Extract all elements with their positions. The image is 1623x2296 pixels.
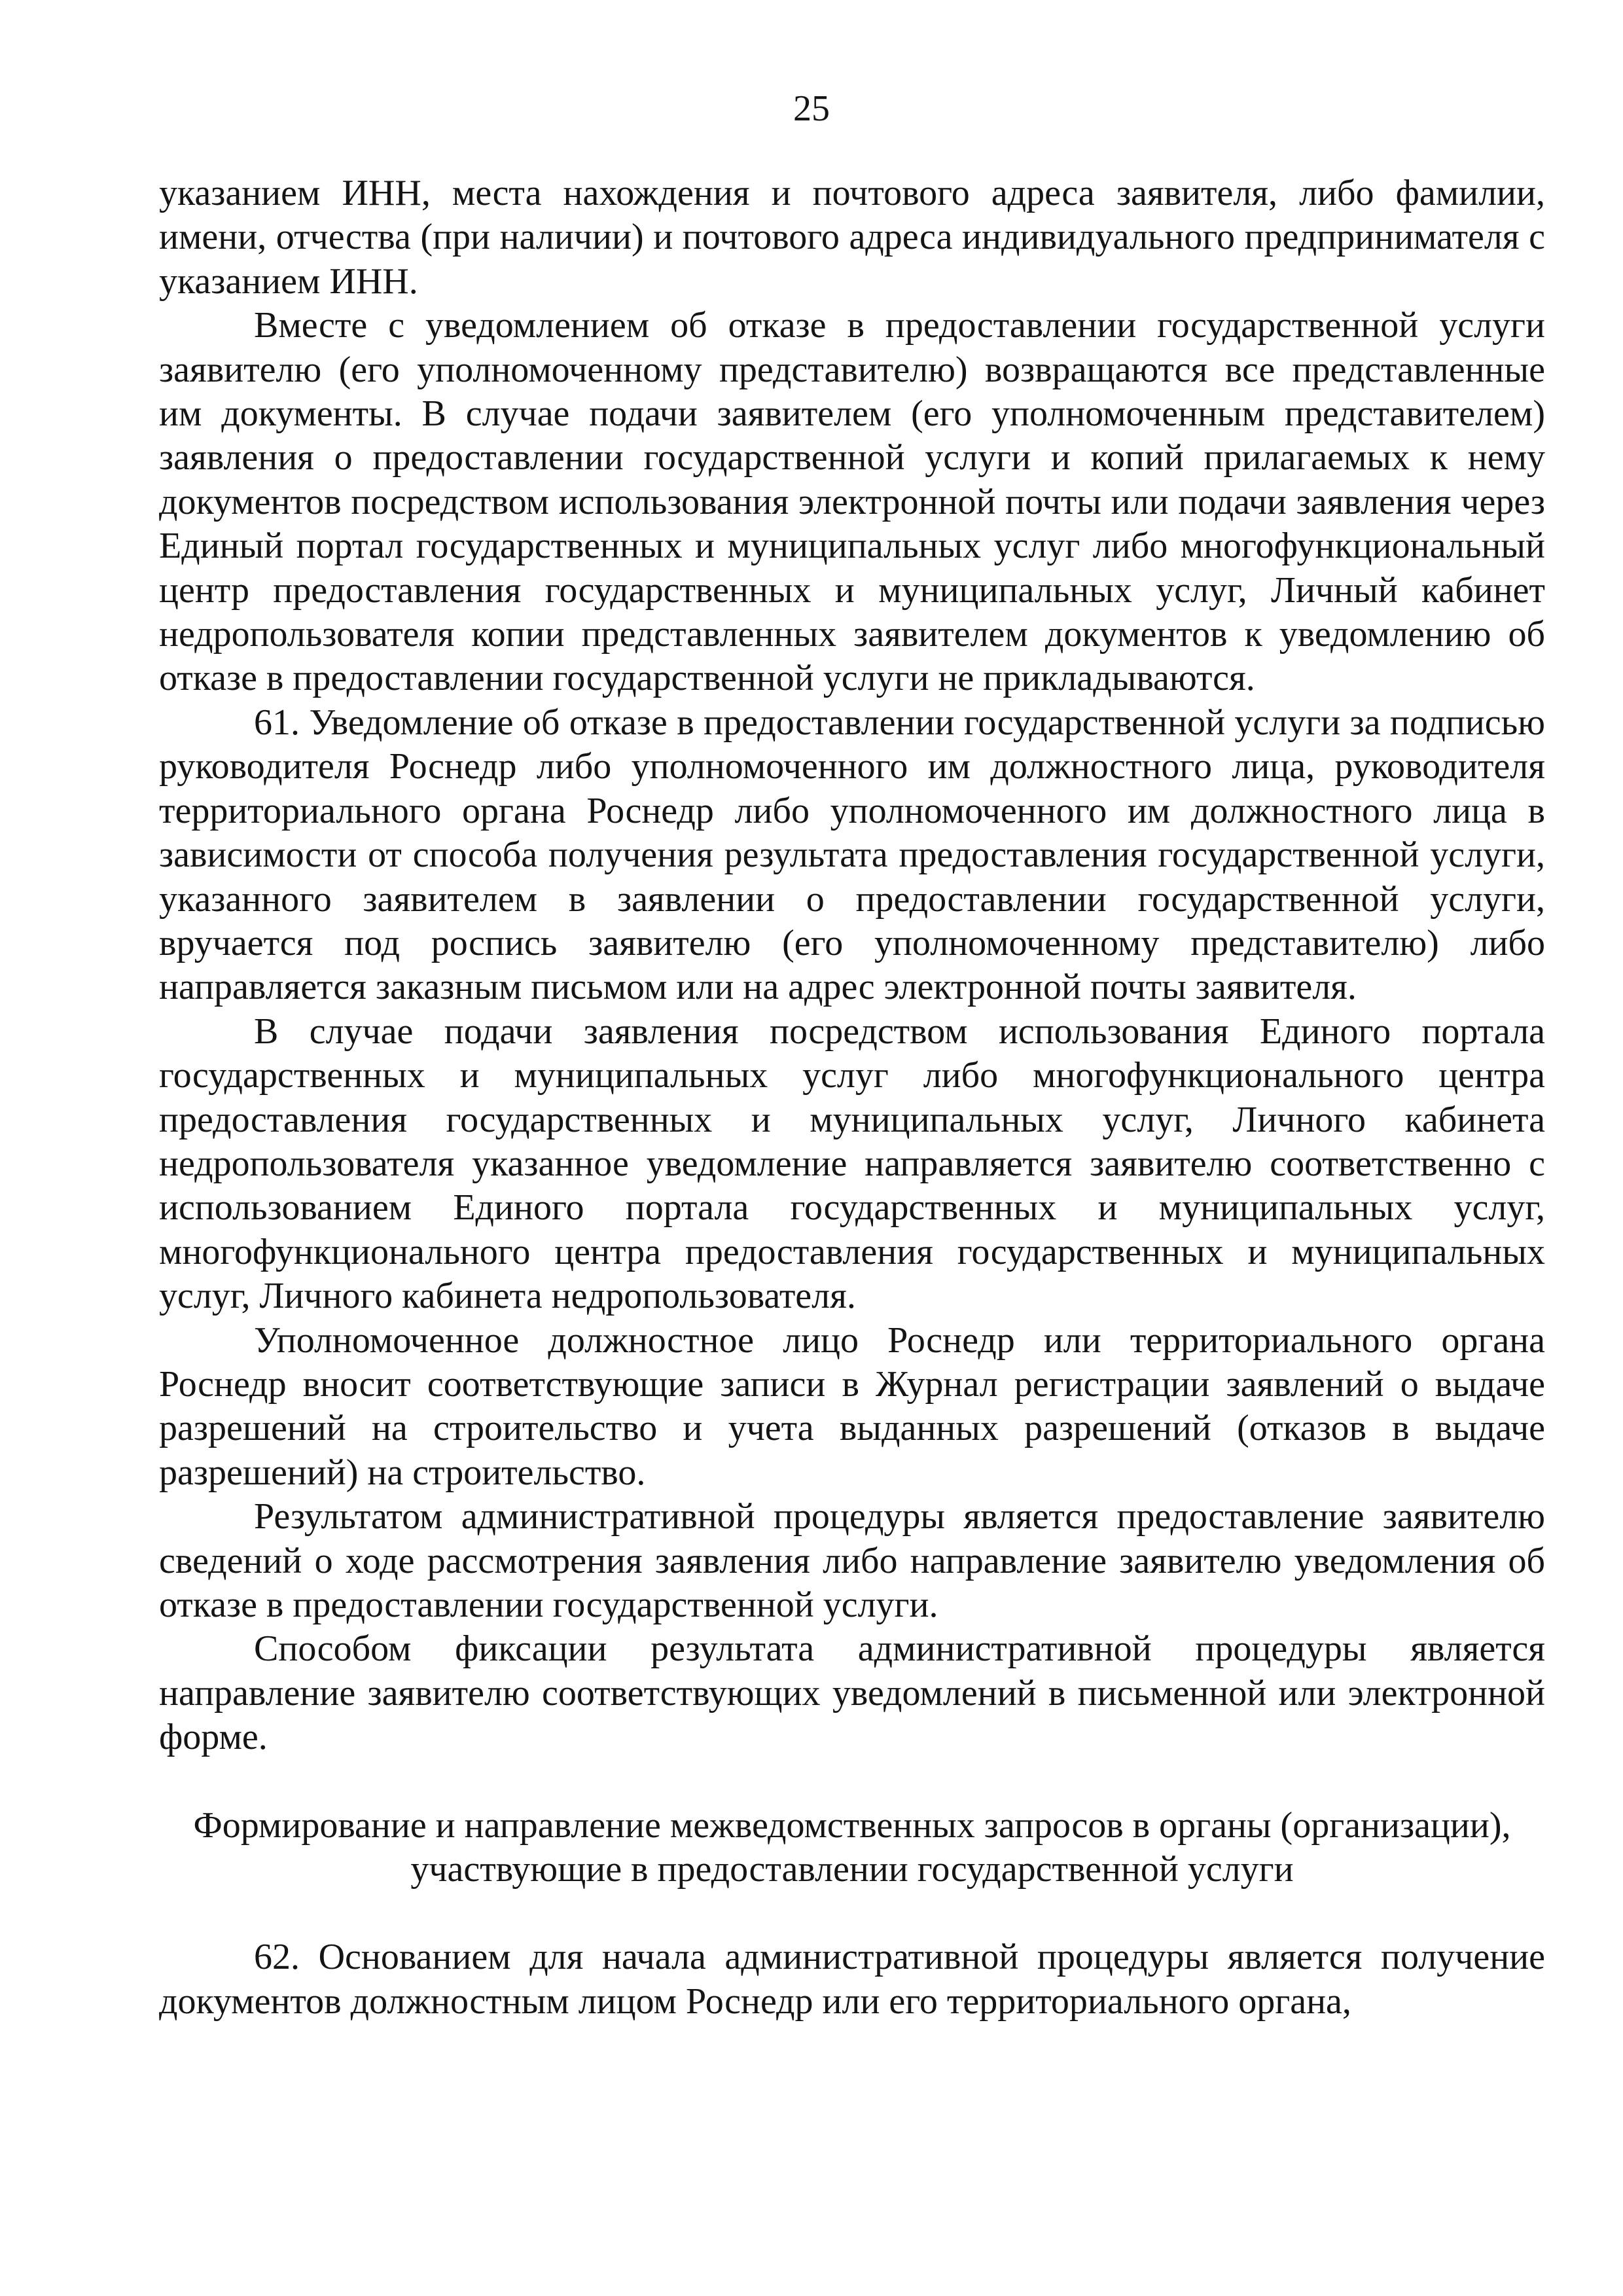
paragraph-62-procedure-start: 62. Основанием для начала административной процедуры является получение документов должностным лицом Роснедр или его территориального органа, [159,1937,1545,2022]
paragraph-journal-entry: Уполномоченное должностное лицо Роснедр или территориального органа Роснедр вносит соответствующие записи в Журнал регистрации заявлений о выдаче разрешений на строительство и учета выданных разрешений (отказов в выдаче разрешений) на строительство. [159,1319,1545,1493]
paragraph-documents-return: Вместе с уведомлением об отказе в предоставлении государственной услуги заявителю (его уполномоченному представителю) возвращаются все представленные им документы. В случае подачи заявителем (его уполномоченным представителем) заявления о предоставлении государственной услуги и копий прилагаемых к нему документов посредством использования электронной почты или подачи заявления через Единый портал государственных и муниципальных услуг либо многофункциональный центр предоставления государственных и муниципальных услуг, Личный кабинет недропользователя копии представленных заявителем документов к уведомлению об отказе в предоставлении государственной услуги не прикладываются. [159,305,1545,699]
page-number: 25 [793,88,830,129]
paragraph-procedure-result: Результатом административной процедуры является предоставление заявителю сведений о ходе рассмотрения заявления либо направление заявителю уведомления об отказе в предоставлении государственной услуги. [159,1496,1545,1625]
spacer [159,1760,1545,1804]
document-body [159,171,1545,2024]
paragraph-continuation: указанием ИНН, места нахождения и почтового адреса заявителя, либо фамилии, имени, отчества (при наличии) и почтового адреса индивидуального предпринимателя с указанием ИНН. [159,173,1545,302]
section-heading-line-1: Формирование и направление межведомственных запросов в органы (организации), [193,1804,1511,1846]
paragraph-result-fixation: Способом фиксации результата административной процедуры является направление заявителю соответствующих уведомлений в письменной или электронной форме. [159,1628,1545,1758]
paragraph-electronic-submission: В случае подачи заявления посредством использования Единого портала государственных и муниципальных услуг либо многофункционального центра предоставления государственных и муниципальных услуг, Личного кабинета недропользователя указанное уведомление направляется заявителю соответственно с использованием Единого портала государственных и муниципальных услуг, многофункционального центра предоставления государственных и муниципальных услуг, Личного кабинета недропользователя. [159,1011,1545,1317]
paragraph-61-refusal-notice: 61. Уведомление об отказе в предоставлении государственной услуги за подписью руководителя Роснедр либо уполномоченного им должностного лица, руководителя территориального органа Роснедр либо уполномоченного им должностного лица в зависимости от способа получения результата предоставления государственной услуги, указанного заявителем в заявлении о предоставлении государственной услуги, вручается под роспись заявителю (его уполномоченному представителю) либо направляется заказным письмом или на адрес электронной почты заявителя. [159,702,1545,1008]
section-heading [159,1804,1545,1892]
spacer [159,1892,1545,1935]
section-heading-line-2: участвующие в предоставлении государственной услуги [410,1849,1294,1890]
